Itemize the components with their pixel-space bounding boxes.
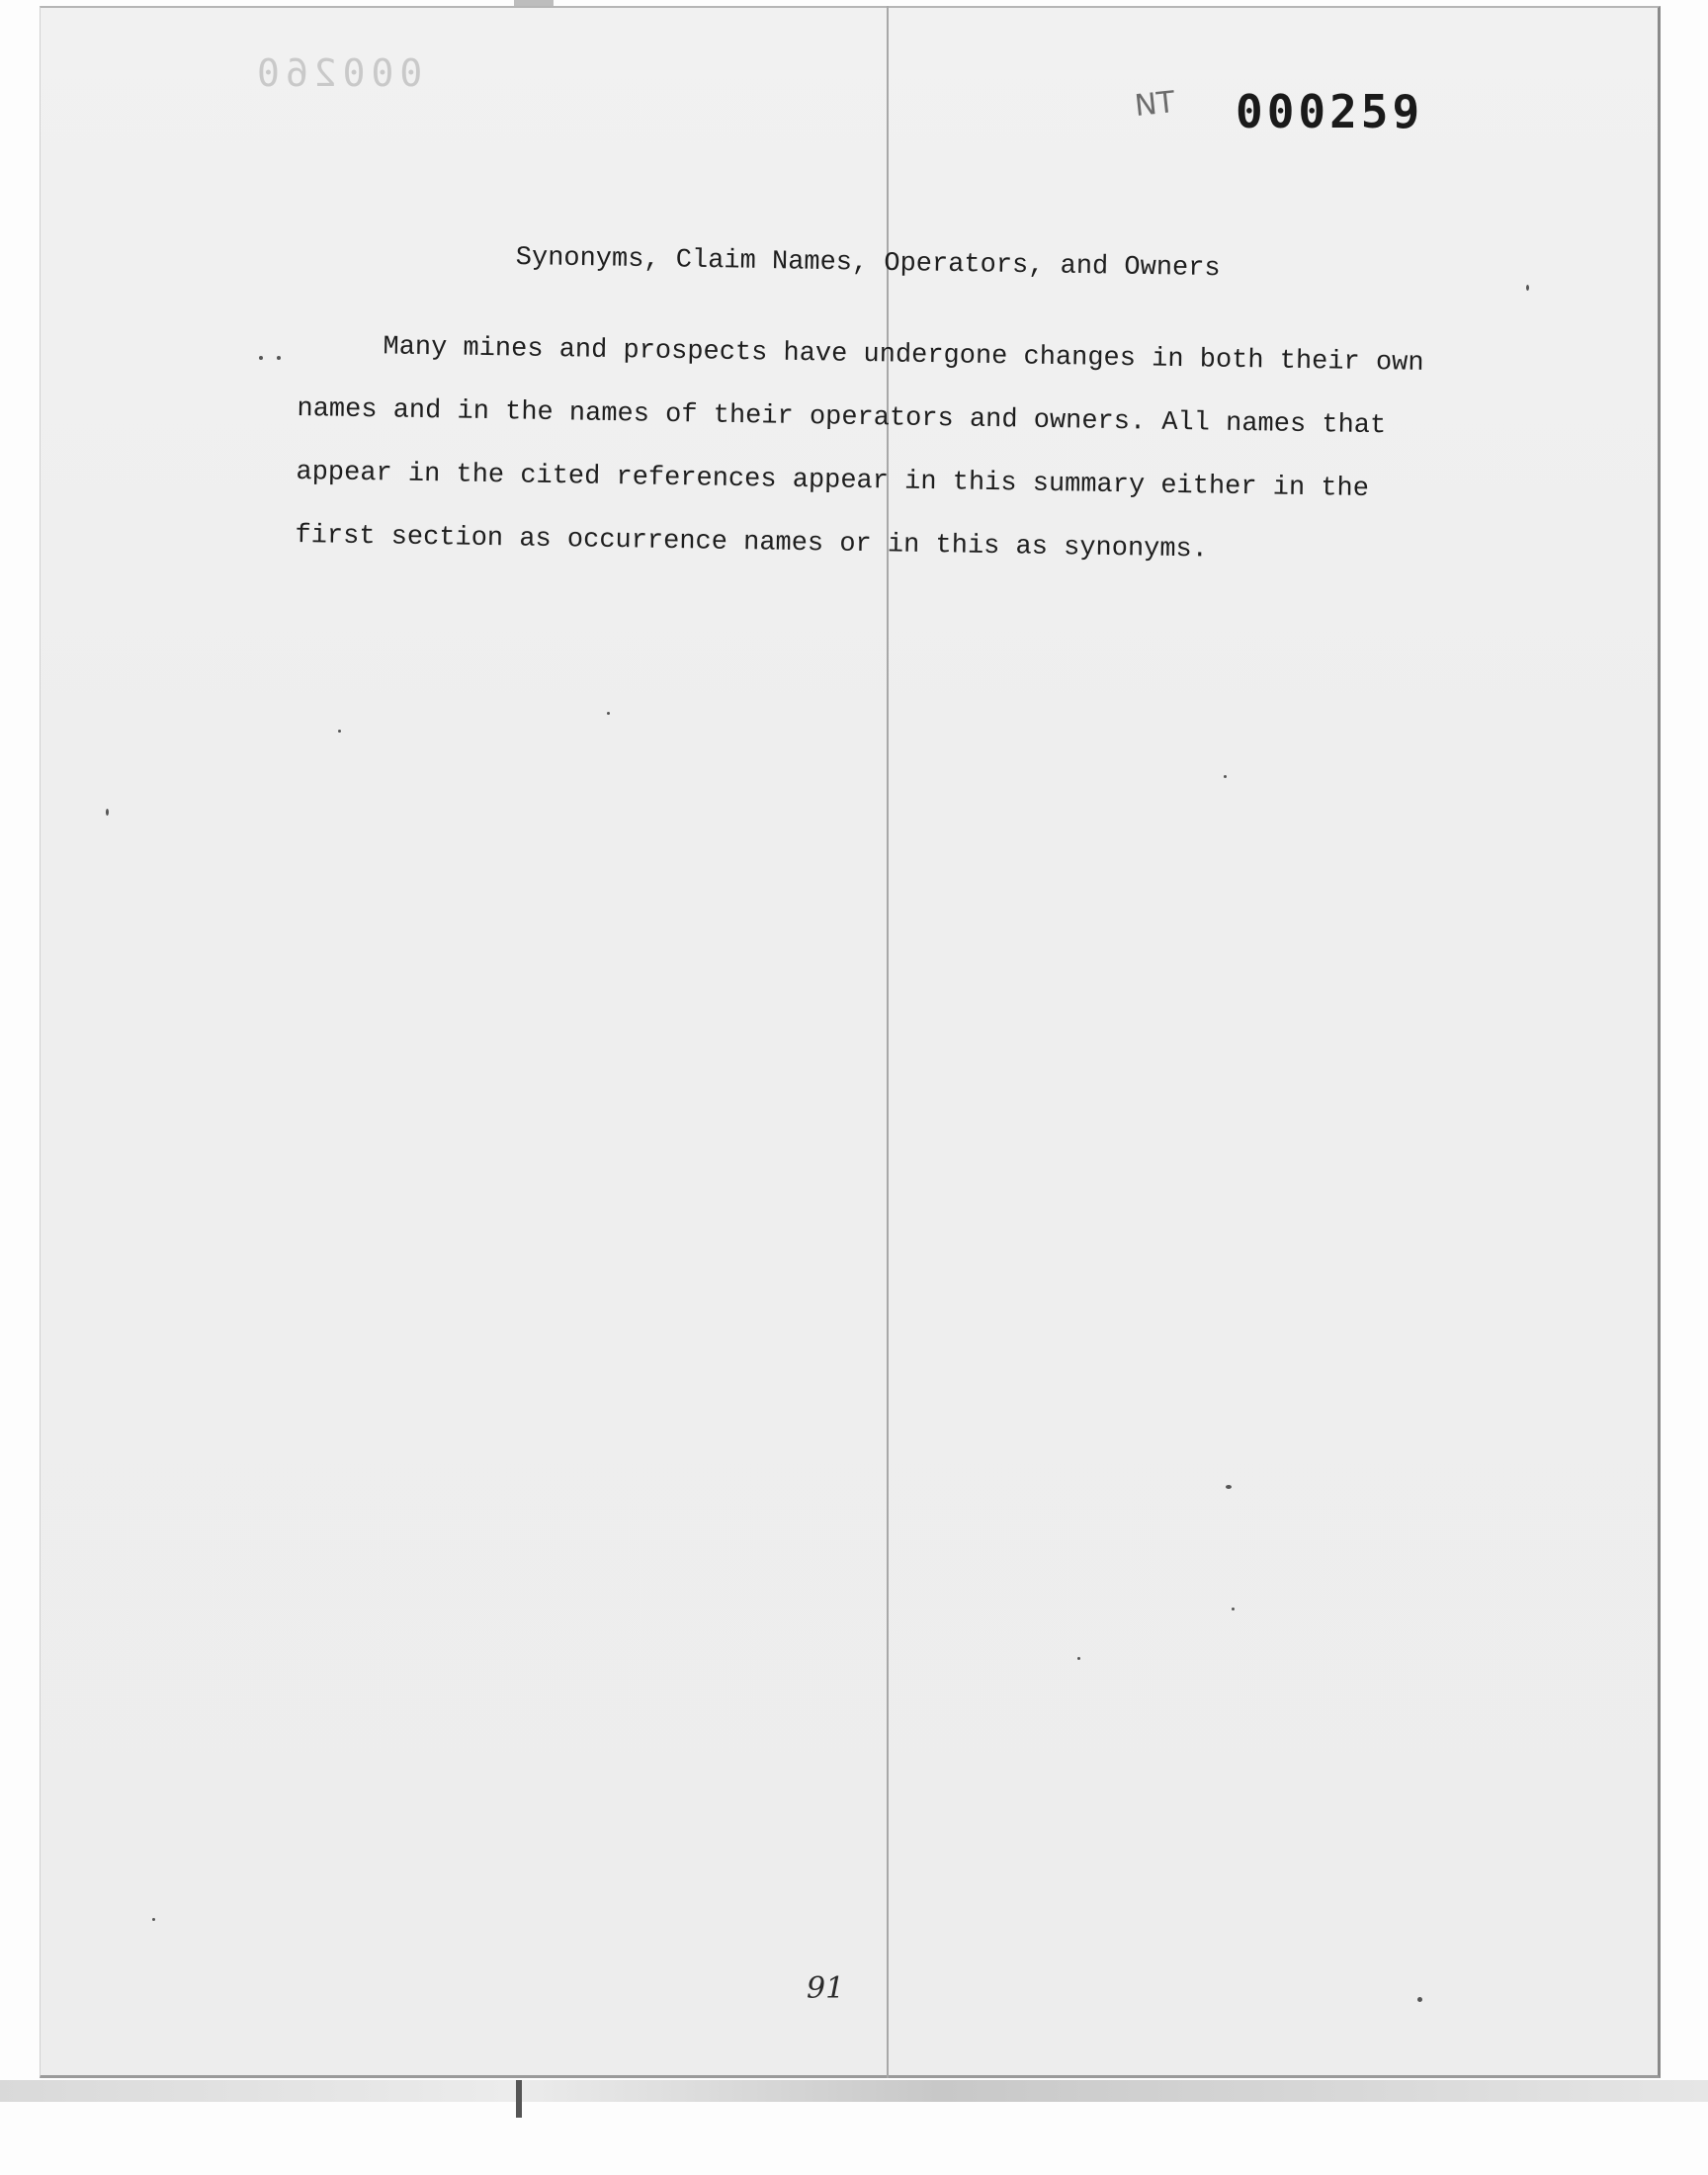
scan-speck [152,1918,155,1921]
scan-speck [1226,1485,1232,1489]
paragraph-line: Many mines and prospects have undergone changes in both their own [383,332,1424,379]
scan-speck [1224,775,1227,778]
scan-speck [1077,1657,1080,1660]
scan-speck [607,712,610,715]
paragraph-line: appear in the cited references appear in this summary either in the [296,457,1370,505]
document-heading: Synonyms, Claim Names, Operators, and Owners [515,243,1221,285]
scan-speck [106,809,109,816]
scan-speck [259,356,263,360]
scan-speck [1526,285,1529,291]
paper-sheet [40,6,1661,2078]
paragraph-line: first section as occurrence names or in this as synonyms. [295,520,1209,566]
body-paragraph [295,314,1485,586]
handwritten-page-number: 91 [807,1971,845,2006]
scan-speck [1417,1997,1422,2002]
stamp-prefix: NT [1133,84,1177,125]
paragraph-line: names and in the names of their operators and owners. All names that [297,393,1387,442]
bates-stamp-number: 000259 [1236,85,1424,138]
scan-speck [338,730,341,733]
scan-speck [1232,1608,1235,1610]
fold-line [887,6,889,2078]
scanner-bottom-strip [0,2080,1708,2102]
scanner-edge-mark [516,2080,522,2118]
scan-speck [277,356,281,360]
bleed-through-number: 000260 [251,51,423,95]
